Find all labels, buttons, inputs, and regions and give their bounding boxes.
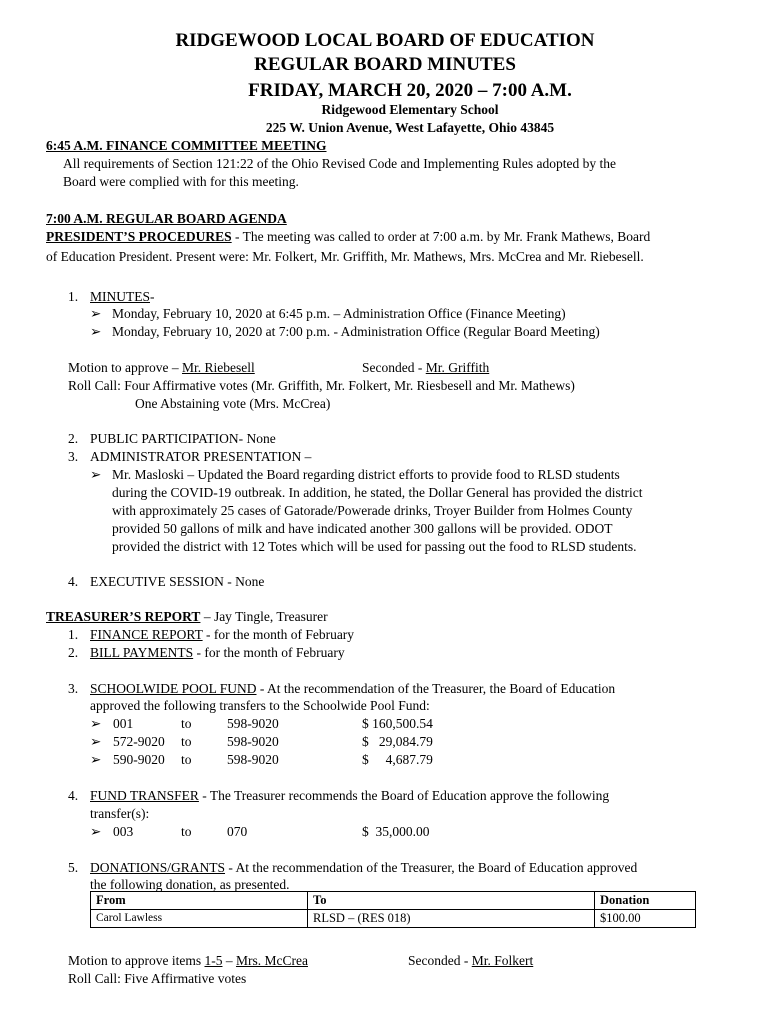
pool-fund-text-2: approved the following transfers to the Schoolwide Pool Fund: — [90, 698, 430, 713]
motion-prefix: Motion to approve items — [68, 953, 205, 968]
table-cell: Carol Lawless — [91, 910, 308, 928]
motion-name: Mr. Riebesell — [182, 360, 255, 375]
minutes-item-text: Monday, February 10, 2020 at 7:00 p.m. - Administration Office (Regular Board Meeting) — [112, 324, 600, 339]
bill-payments-num: 2. — [68, 645, 79, 660]
bill-payments-text: - for the month of February — [193, 645, 345, 660]
finance-report — [90, 626, 354, 644]
transfer-dest: 598-9020 — [227, 734, 279, 749]
pool-fund — [90, 680, 615, 698]
fund-transfer — [90, 787, 609, 805]
transfer-from: 003 — [113, 824, 134, 839]
admin-line: Mr. Masloski – Updated the Board regarding district efforts to provide food to RLSD students — [112, 467, 620, 482]
transfer-dest: 598-9020 — [227, 716, 279, 731]
minutes-dash: - — [150, 289, 155, 304]
minutes-num: 1. — [68, 289, 79, 304]
column-header: To — [308, 892, 595, 910]
transfer-from: 590-9020 — [113, 752, 165, 767]
pool-fund-label: SCHOOLWIDE POOL FUND — [90, 681, 257, 696]
transfer-dest: 070 — [227, 824, 248, 839]
donation-table — [90, 891, 696, 928]
meeting-date: FRIDAY, MARCH 20, 2020 – 7:00 A.M. — [248, 80, 572, 101]
transfer-to-word: to — [181, 824, 192, 839]
donations-label: DONATIONS/GRANTS — [90, 860, 226, 875]
transfer-from: 001 — [113, 716, 134, 731]
motion-dash: – — [222, 953, 236, 968]
minutes-label: MINUTES — [90, 289, 150, 304]
pool-num: 3. — [68, 681, 79, 696]
admin-line: provided the district with 12 Totes which will be used for passing out the food to RLSD students. — [112, 539, 637, 554]
exec-num: 4. — [68, 574, 79, 589]
arrow-bullet-icon: ➢ — [90, 824, 102, 839]
arrow-bullet-icon: ➢ — [90, 306, 102, 321]
minutes-heading — [90, 288, 155, 306]
donations-num: 5. — [68, 860, 79, 875]
motion-name: Mrs. McCrea — [235, 953, 308, 968]
table-header-row — [91, 892, 696, 910]
treasurer-name: – Jay Tingle, Treasurer — [200, 609, 328, 624]
treasurer-seconded — [408, 952, 533, 970]
admin-line: provided 50 gallons of milk and have indicated another 300 gallons will be provided. ODOT — [112, 521, 613, 536]
minutes-motion — [68, 359, 255, 377]
meeting-address: 225 W. Union Avenue, West Lafayette, Ohio 43845 — [265, 120, 555, 135]
list-item — [90, 466, 620, 484]
treasurer-label: TREASURER’S REPORT — [46, 609, 201, 624]
president-text-2: of Education President. Present were: Mr. Folkert, Mr. Griffith, Mr. Mathews, Mrs. McCrea and Mr. Riebesell. — [46, 249, 644, 264]
president-procedures — [46, 228, 650, 246]
donations-text-2: the following donation, as presented. — [90, 877, 290, 892]
arrow-bullet-icon: ➢ — [90, 324, 102, 339]
seconded-name: Mr. Folkert — [471, 953, 534, 968]
transfer-from: 572-9020 — [113, 734, 165, 749]
executive-session: EXECUTIVE SESSION - None — [90, 574, 265, 589]
table-cell: $100.00 — [595, 910, 696, 928]
transfer-amount: $ 4,687.79 — [362, 752, 433, 767]
transfer-to-word: to — [181, 716, 192, 731]
minutes-rollcall-1: Roll Call: Four Affirmative votes (Mr. Griffith, Mr. Folkert, Mr. Riesbesell and Mr. Mathews) — [68, 378, 575, 393]
donations-text: - At the recommendation of the Treasurer, the Board of Education approved — [225, 860, 638, 875]
agenda-heading: 7:00 A.M. REGULAR BOARD AGENDA — [46, 211, 287, 226]
fund-transfer-label: FUND TRANSFER — [90, 788, 199, 803]
list-item — [90, 305, 566, 323]
table-row — [91, 910, 696, 928]
fund-transfer-text-2: transfer(s): — [90, 806, 150, 821]
minutes-rollcall-2: One Abstaining vote (Mrs. McCrea) — [135, 396, 331, 411]
admin-num: 3. — [68, 449, 79, 464]
bill-payments-label: BILL PAYMENTS — [90, 645, 194, 660]
transfer-amount: $ 29,084.79 — [362, 734, 433, 749]
seconded-prefix: Seconded - — [362, 360, 426, 375]
column-header: From — [91, 892, 308, 910]
seconded-prefix: Seconded - — [408, 953, 472, 968]
bill-payments — [90, 644, 345, 662]
minutes-item-text: Monday, February 10, 2020 at 6:45 p.m. – Administration Office (Finance Meeting) — [112, 306, 566, 321]
transfer-amount: $ 35,000.00 — [362, 824, 430, 839]
donations — [90, 859, 637, 877]
pool-fund-text: - At the recommendation of the Treasurer, the Board of Education — [256, 681, 616, 696]
seconded-name: Mr. Griffith — [425, 360, 490, 375]
finance-report-text: - for the month of February — [202, 627, 355, 642]
fund-transfer-num: 4. — [68, 788, 79, 803]
transfer-dest: 598-9020 — [227, 752, 279, 767]
finance-report-num: 1. — [68, 627, 79, 642]
treasurer-heading — [46, 608, 328, 626]
public-num: 2. — [68, 431, 79, 446]
finance-committee-text-2: Board were complied with for this meeting. — [63, 174, 299, 189]
transfer-amount: $ 160,500.54 — [362, 716, 433, 731]
minutes-seconded — [362, 359, 489, 377]
transfer-to-word: to — [181, 734, 192, 749]
arrow-bullet-icon: ➢ — [90, 467, 102, 482]
list-item — [90, 323, 600, 341]
column-header: Donation — [595, 892, 696, 910]
arrow-bullet-icon: ➢ — [90, 716, 102, 731]
admin-line: with approximately 25 cases of Gatorade/Powerade drinks, Troyer Builder from Holmes County — [112, 503, 633, 518]
transfer-to-word: to — [181, 752, 192, 767]
motion-prefix: Motion to approve – — [68, 360, 182, 375]
finance-committee-text-1: All requirements of Section 121:22 of the Ohio Revised Code and Implementing Rules adopted by the — [63, 156, 617, 171]
admin-line: during the COVID-19 outbreak. In addition, he stated, the Dollar General has provided the district — [112, 485, 643, 500]
doc-subtitle: REGULAR BOARD MINUTES — [254, 54, 516, 75]
treasurer-motion — [68, 952, 308, 970]
president-text-1: - The meeting was called to order at 7:00 a.m. by Mr. Frank Mathews, Board — [231, 229, 651, 244]
fund-transfer-text: - The Treasurer recommends the Board of Education approve the following — [198, 788, 610, 803]
table-cell: RLSD – (RES 018) — [308, 910, 595, 928]
motion-items: 1-5 — [204, 953, 223, 968]
finance-report-label: FINANCE REPORT — [90, 627, 203, 642]
arrow-bullet-icon: ➢ — [90, 734, 102, 749]
president-heading: PRESIDENT’S PROCEDURES — [46, 229, 232, 244]
public-participation: PUBLIC PARTICIPATION- None — [90, 431, 276, 446]
finance-committee-heading: 6:45 A.M. FINANCE COMMITTEE MEETING — [46, 138, 327, 153]
doc-title: RIDGEWOOD LOCAL BOARD OF EDUCATION — [175, 30, 595, 51]
arrow-bullet-icon: ➢ — [90, 752, 102, 767]
admin-presentation: ADMINISTRATOR PRESENTATION – — [90, 449, 312, 464]
treasurer-rollcall: Roll Call: Five Affirmative votes — [68, 971, 247, 986]
meeting-location: Ridgewood Elementary School — [321, 102, 499, 117]
